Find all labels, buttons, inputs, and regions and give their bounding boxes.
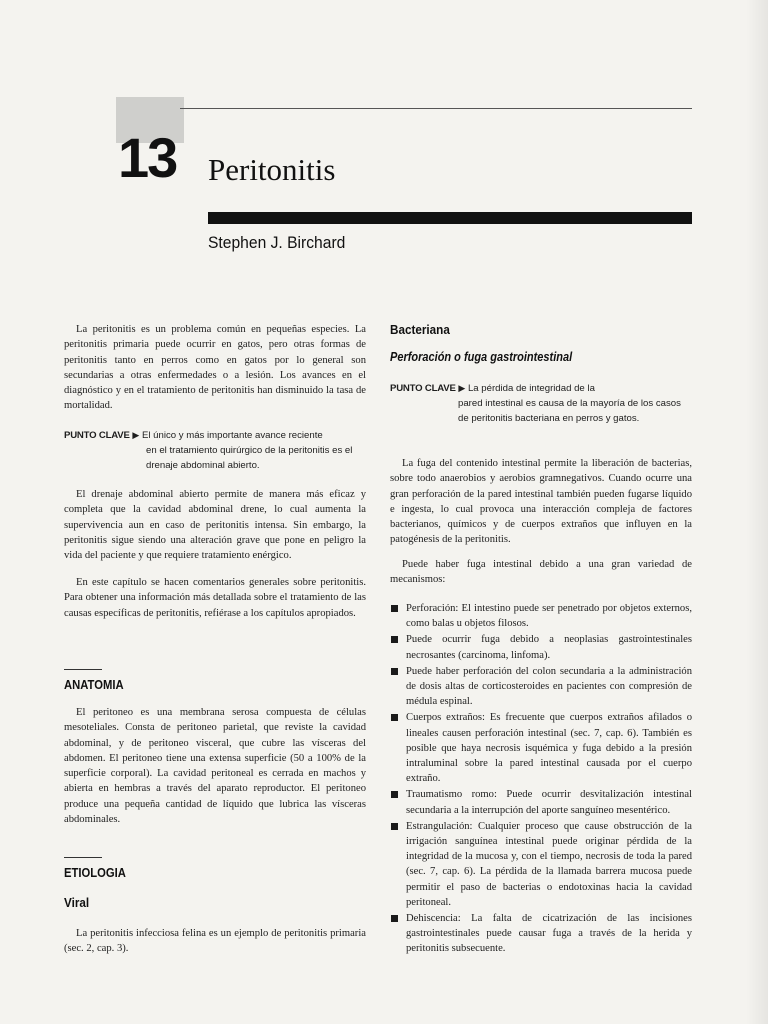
body-paragraph: El drenaje abdominal abierto permite de manera más eficaz y completa que la cavidad abdominal drene, lo cual aumenta la supervivencia aun en caso de peritonitis intensa. Sin embargo, la peritonitis sigue siendo una alteración grave que pone en peligro la vida del paciente y que requiere tratamiento enérgico. [64,489,366,562]
section-rule [64,669,102,670]
viral-paragraph: La peritonitis infecciosa felina es un ejemplo de peritonitis primaria (sec. 2, cap. 3). [64,928,366,955]
list-item: Puede ocurrir fuga debido a neoplasias gastrointestinales necrosantes (carcinoma, linfoma). [390,632,692,662]
key-point-first-line: La pérdida de integridad de la [467,383,595,394]
key-point-box [390,381,692,427]
body-paragraph: Puede haber fuga intestinal debido a una gran variedad de mecanismos: [390,559,692,586]
chapter-author: Stephen J. Birchard [208,233,346,252]
intro-paragraph: La peritonitis es un problema común en pequeñas especies. La peritonitis primaria puede ocurrir en gatos, pero otras formas de peritonitis tanto en perros como en gatos por lo general son secundarias a otras enfermedades o a lesión. Los avances en el diagnóstico y en el tratamiento de peritonitis han disminuido la tasa de mortalidad. [64,324,366,412]
key-point-arrow-icon: ▶ [458,383,466,393]
anatomia-paragraph: El peritoneo es una membrana serosa compuesta de células mesoteliales. Consta de peritoneo parietal, que reviste la cavidad abdominal, y de peritoneo visceral, que cubre las vísceras del abdomen. El peritoneo tiene una extensa superficie (50 a 100% de la superficie corporal). La cavidad peritoneal es cerrada en machos y abierta en hembras a través del aparato reproductor. El peritoneo produce una pequeña cantidad de líquido que lubrica las vísceras abdominales. [64,707,366,826]
key-point-box [64,428,366,474]
subheading-bacteriana: Bacteriana [390,322,450,337]
key-point-label: PUNTO CLAVE [64,430,130,441]
list-item: Cuerpos extraños: Es frecuente que cuerpos extraños afilados o lineales causen perforación intestinal (sec. 7, cap. 6). También es posible que haya necrosis isquémica y fuga debido a la presión intraluminal sobre la pared intestinal causada por el cuerpo extraño. [390,710,692,786]
chapter-number: 13 [118,126,177,189]
key-point-label: PUNTO CLAVE [390,383,456,394]
list-item: Perforación: El intestino puede ser penetrado por objetos externos, como balas u objetos filosos. [390,601,692,631]
list-item: Estrangulación: Cualquier proceso que cause obstrucción de la irrigación sanguínea intestinal puede originar pérdida de la integridad de la mucosa y, con el tiempo, necrosis de toda la pared (sec. 7, cap. 6). La pérdida de la llamada barrera mucosa puede permitir el paso de bacterias o endotoxinas hacia la cavidad peritoneal. [390,819,692,910]
section-heading-anatomia: ANATOMIA [64,678,124,692]
body-paragraph: En este capítulo se hacen comentarios generales sobre peritonitis. Para obtener una información más detallada sobre el tratamiento de las causas específicas de peritonitis, refiérase a los capítulos apropiados. [64,577,366,619]
key-point-first-line: El único y más importante avance reciente [141,430,323,441]
title-bar [208,212,692,224]
section-heading-etiologia: ETIOLOGIA [64,866,126,880]
key-point-arrow-icon: ▶ [132,430,140,440]
key-point-rest: pared intestinal es causa de la mayoría de los casos de peritonitis bacteriana en perros y gatos. [458,398,681,425]
list-item: Dehiscencia: La falta de cicatrización de las incisiones gastrointestinales puede causar fuga a través de la herida y peritonitis subsecuente. [390,911,692,957]
mechanisms-list [390,601,692,958]
section-rule [64,857,102,858]
subheading-perforacion: Perforación o fuga gastrointestinal [390,350,573,364]
top-rule [180,108,692,109]
subheading-viral: Viral [64,895,90,910]
key-point-rest: en el tratamiento quirúrgico de la peritonitis es el drenaje abdominal abierto. [146,445,353,472]
list-item: Traumatismo romo: Puede ocurrir desvitalización intestinal secundaria a la interrupción del aporte sanguíneo mesentérico. [390,787,692,817]
chapter-title: Peritonitis [208,152,336,187]
list-item: Puede haber perforación del colon secundaria a la administración de dosis altas de corticosteroides en pacientes con compresión de médula espinal. [390,664,692,710]
body-paragraph: La fuga del contenido intestinal permite la liberación de bacterias, sobre todo anaerobios y aerobios gramnegativos. Cuando ocurre una gran perforación de la pared intestinal también pueden fugarse líquido e ingesta, lo cual provoca una interacción compleja de factores bacterianos, químicos y de cuerpos extraños que influyen en la patogénesis de la peritonitis. [390,458,692,546]
